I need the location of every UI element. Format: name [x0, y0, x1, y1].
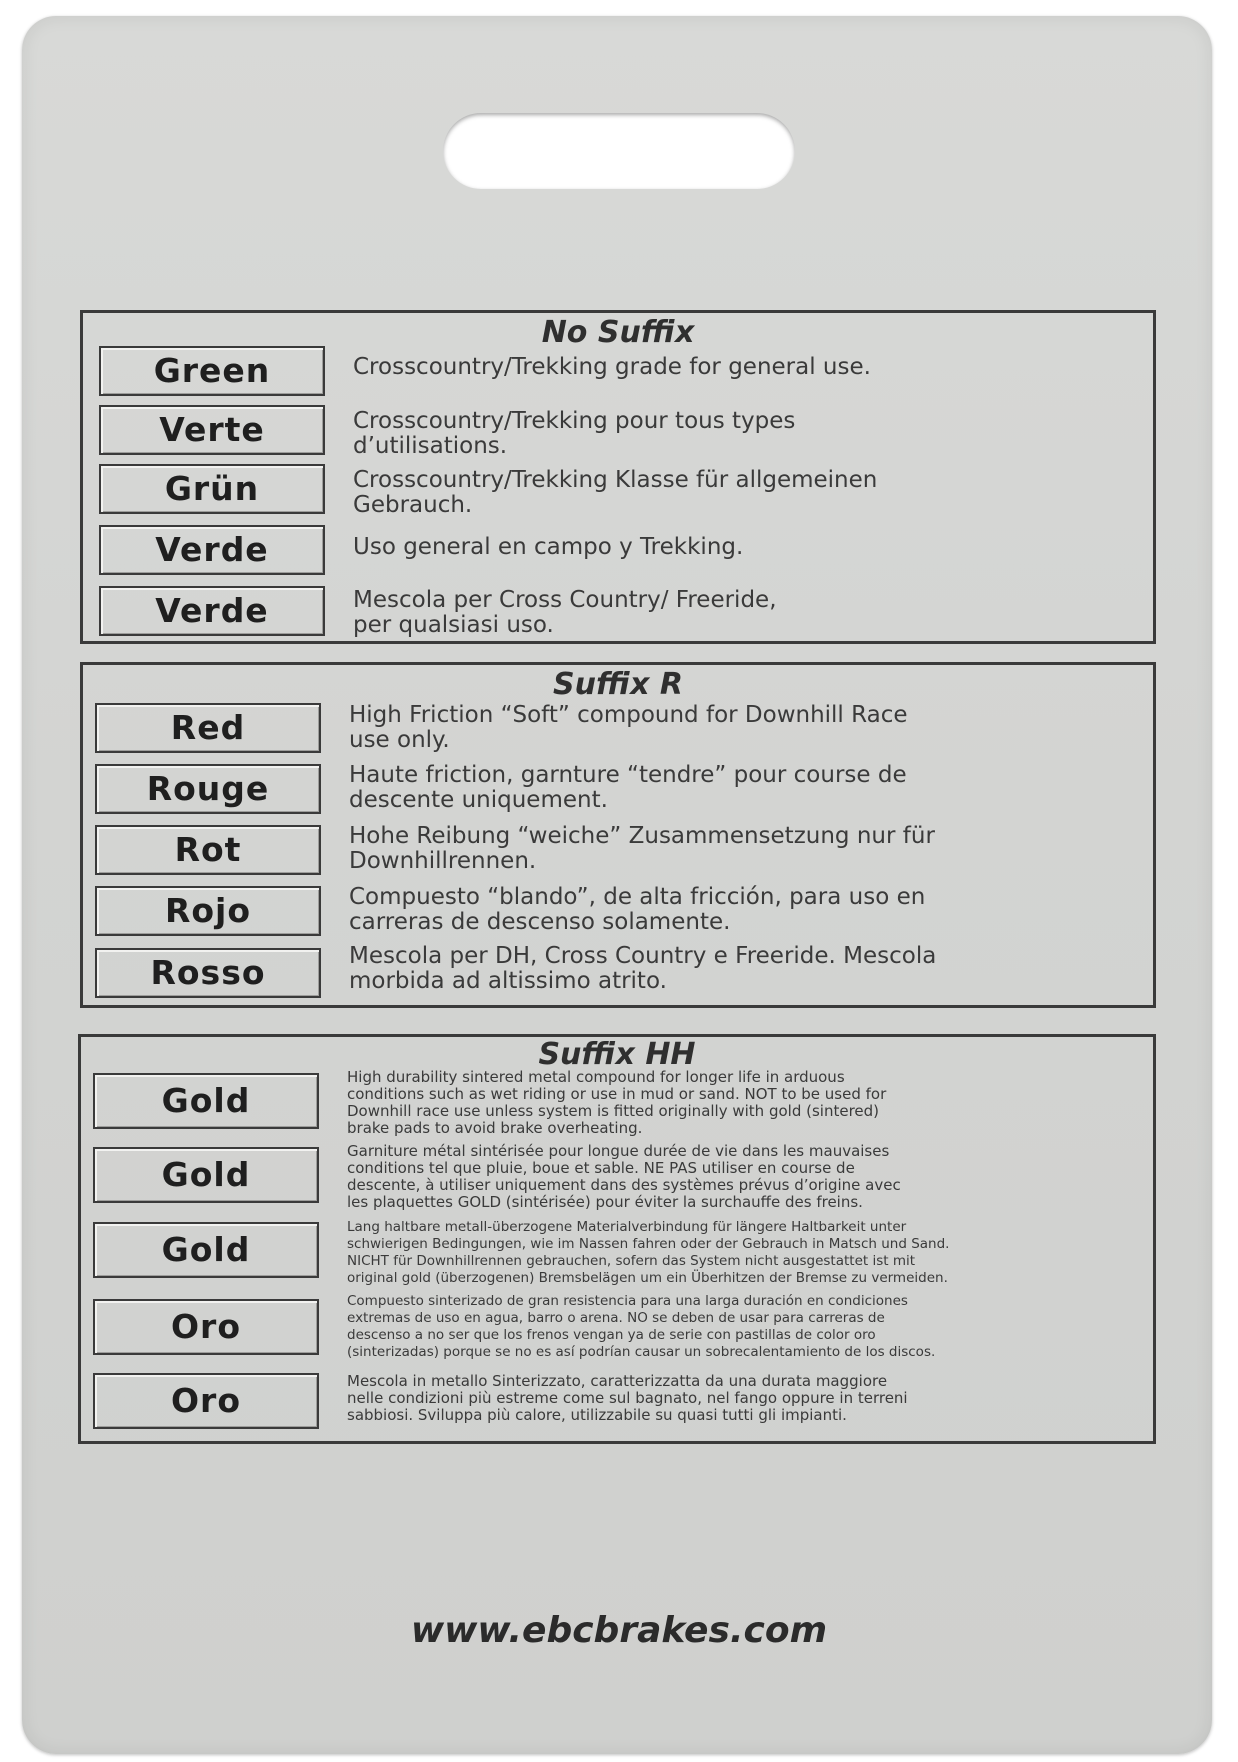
compound-label: Gold	[93, 1222, 319, 1278]
compound-label: Rosso	[95, 948, 321, 998]
compound-description: Mescola per Cross Country/ Freeride, per qualsiasi uso.	[353, 587, 777, 638]
compound-label: Rojo	[95, 886, 321, 936]
compound-description: High Friction “Soft” compound for Downhill Race use only.	[349, 702, 908, 753]
compound-description: Compuesto “blando”, de alta fricción, para uso en carreras de descenso solamente.	[349, 884, 926, 935]
compound-description: Uso general en campo y Trekking.	[353, 534, 744, 560]
compound-label: Verte	[99, 405, 325, 455]
compound-label: Rouge	[95, 764, 321, 814]
compound-label: Oro	[93, 1373, 319, 1429]
compound-label: Verde	[99, 525, 325, 575]
hang-hole	[443, 113, 795, 189]
compound-label: Red	[95, 703, 321, 753]
compound-label: Gold	[93, 1147, 319, 1203]
compound-description: Haute friction, garnture “tendre” pour course de descente uniquement.	[349, 762, 907, 813]
compound-description: Mescola per DH, Cross Country e Freeride. Mescola morbida ad altissimo atrito.	[349, 943, 937, 994]
compound-label: Gold	[93, 1073, 319, 1129]
compound-description: Crosscountry/Trekking Klasse für allgemeinen Gebrauch.	[353, 467, 878, 518]
compound-label: Oro	[93, 1299, 319, 1355]
compound-description: Garniture métal sintérisée pour longue durée de vie dans les mauvaises conditions tel que pluie, boue et sable. NE PAS utiliser en course de descente, à utiliser uniquement dans des systèmes prévus d’origine avec les plaquettes GOLD (sintérisée) pour éviter la surchauffe des freins.	[347, 1142, 901, 1211]
section-suffix-r	[80, 662, 1156, 1008]
compound-label: Verde	[99, 586, 325, 636]
compound-label: Grün	[99, 464, 325, 514]
compound-label: Green	[99, 346, 325, 396]
section-no-suffix	[80, 310, 1156, 644]
compound-description: High durability sintered metal compound for longer life in arduous conditions such as wet riding or use in mud or sand. NOT to be used for Downhill race use unless system is fitted originally with gold (sintered) brake pads to avoid brake overheating.	[347, 1068, 887, 1137]
compound-description: Crosscountry/Trekking pour tous types d’utilisations.	[353, 408, 796, 459]
compound-description: Mescola in metallo Sinterizzato, caratterizzatta da una durata maggiore nelle condizioni più estreme come sul bagnato, nel fango oppure in terreni sabbiosi. Sviluppa più calore, utilizzabile su quasi tutti gli impianti.	[347, 1372, 908, 1424]
compound-description: Compuesto sinterizado de gran resistencia para una larga duración en condiciones extremas de uso en agua, barro o arena. NO se deben de usar para carreras de descenso a no ser que los frenos vengan ya de serie con pastillas de color oro (sinterizadas) porque se no es así podrían causar un sobrecalentamiento de los discos.	[347, 1293, 936, 1360]
compound-label: Rot	[95, 825, 321, 875]
section-title: Suffix R	[553, 667, 683, 702]
section-suffix-hh	[78, 1034, 1156, 1444]
website-url: www.ebcbrakes.com	[410, 1610, 828, 1651]
compound-description: Crosscountry/Trekking grade for general use.	[353, 354, 871, 380]
compound-description: Lang haltbare metall-überzogene Materialverbindung für längere Haltbarkeit unter schwierigen Bedingungen, wie im Nassen fahren oder der Gebrauch in Matsch und Sand. NICHT für Downhillrennen gebrauchen, sofern das System nicht ausgestattet ist mit original gold (überzogenen) Bremsbelägen um ein Überhitzen der Bremse zu vermeiden.	[347, 1219, 950, 1286]
compound-description: Hohe Reibung “weiche” Zusammensetzung nur für Downhillrennen.	[349, 823, 935, 874]
section-title: No Suffix	[541, 315, 695, 350]
section-title: Suffix HH	[538, 1037, 696, 1072]
